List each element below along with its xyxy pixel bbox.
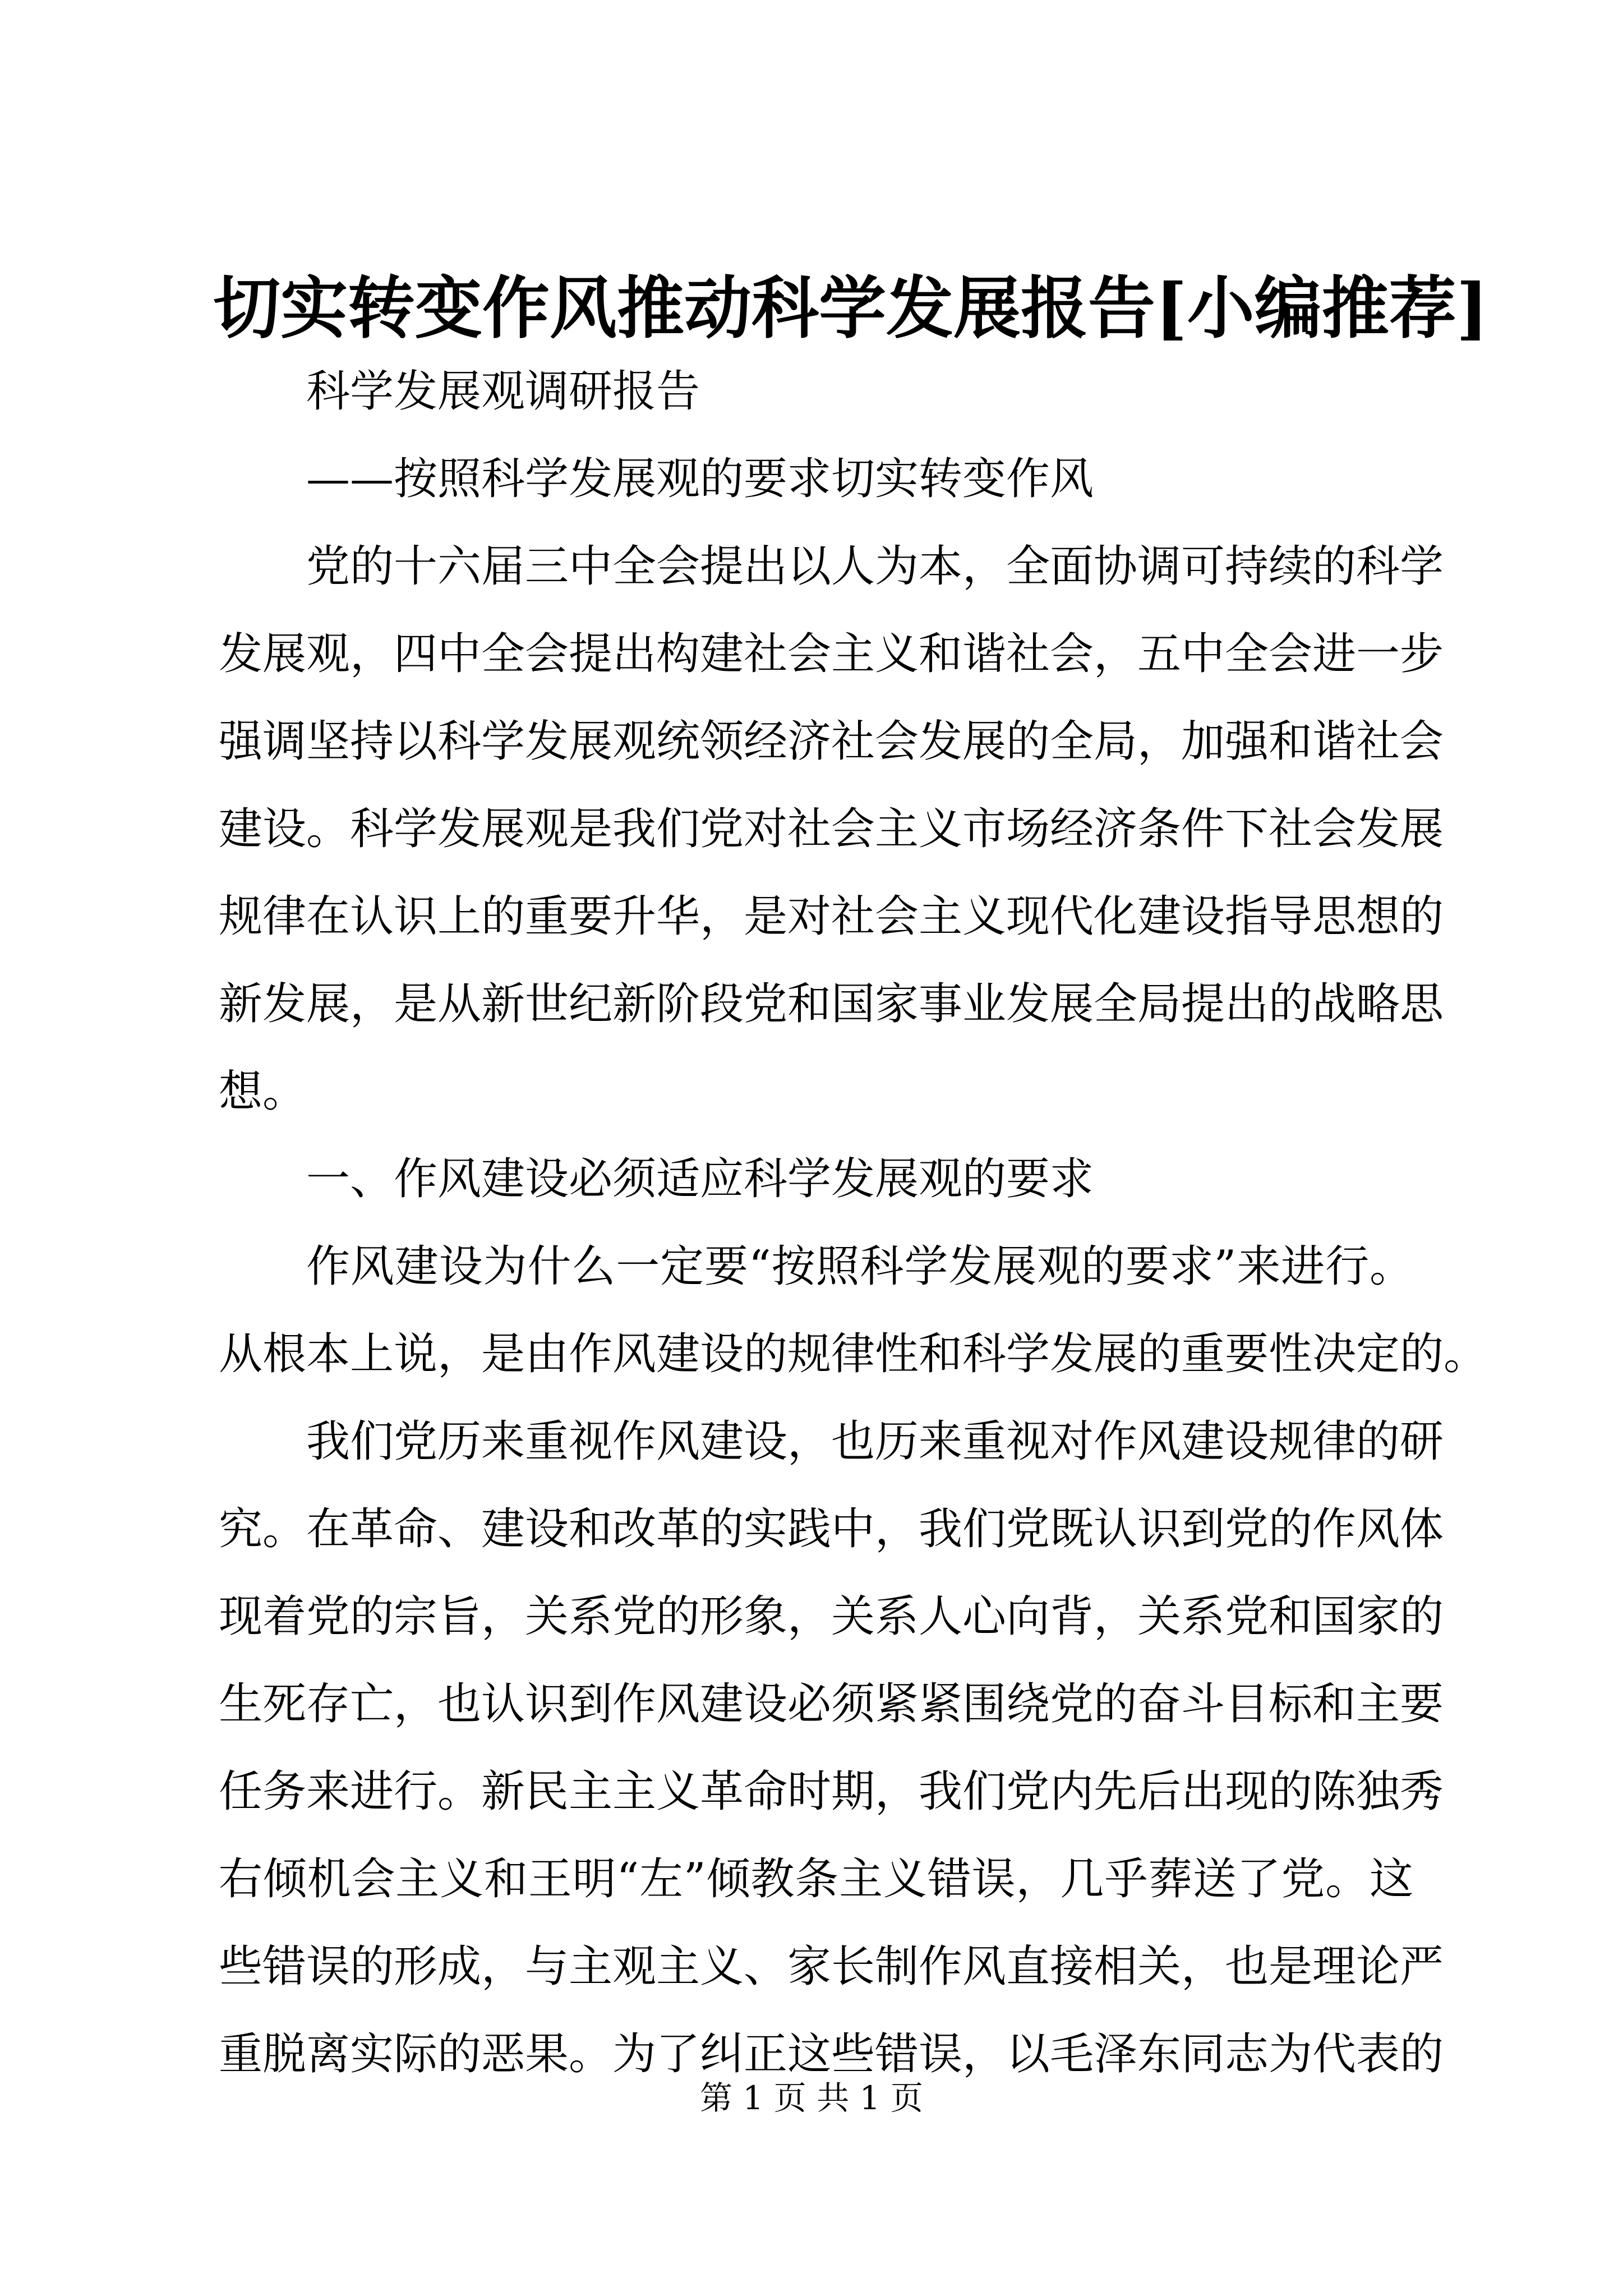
body-line: 科学发展观调研报告 — [306, 366, 700, 417]
body-line: 规律在认识上的重要升华，是对社会主义现代化建设指导思想的 — [219, 891, 1444, 942]
body-line: 强调坚持以科学发展观统领经济社会发展的全局，加强和谐社会 — [219, 716, 1444, 767]
body-line: 发展观，四中全会提出构建社会主义和谐社会，五中全会进一步 — [219, 629, 1444, 679]
page-footer: 第 1 页 共 1 页 — [700, 2079, 923, 2117]
body-line: 作风建设为什么一定要“按照科学发展观的要求”来进行。 — [306, 1241, 1413, 1292]
body-line: 现着党的宗旨，关系党的形象，关系人心向背，关系党和国家的 — [219, 1591, 1444, 1642]
body-line: 我们党历来重视作风建设，也历来重视对作风建设规律的研 — [306, 1416, 1444, 1467]
body-line: 重脱离实际的恶果。为了纠正这些错误，以毛泽东同志为代表的 — [219, 2029, 1444, 2079]
body-line: ——按照科学发展观的要求切实转变作风 — [306, 454, 1094, 504]
body-line: 些错误的形成，与主观主义、家长制作风直接相关，也是理论严 — [219, 1941, 1444, 1992]
document-title: 切实转变作风推动科学发展报告[小编推荐] — [213, 269, 1488, 348]
body-line: 新发展，是从新世纪新阶段党和国家事业发展全局提出的战略思 — [219, 979, 1444, 1029]
body-line: 想。 — [219, 1066, 307, 1117]
body-line: 党的十六届三中全会提出以人为本，全面协调可持续的科学 — [306, 541, 1444, 592]
body-line: 一、作风建设必须适应科学发展观的要求 — [306, 1154, 1094, 1204]
body-line: 建设。科学发展观是我们党对社会主义市场经济条件下社会发展 — [219, 804, 1444, 854]
document-body — [219, 348, 1488, 2098]
body-line: 从根本上说，是由作风建设的规律性和科学发展的重要性决定的。 — [219, 1329, 1488, 1379]
body-line: 右倾机会主义和王明“左”倾教条主义错误，几乎葬送了党。这 — [219, 1854, 1413, 1904]
body-line: 究。在革命、建设和改革的实践中，我们党既认识到党的作风体 — [219, 1504, 1444, 1554]
body-line: 任务来进行。新民主主义革命时期，我们党内先后出现的陈独秀 — [219, 1766, 1444, 1817]
body-line: 生死存亡，也认识到作风建设必须紧紧围绕党的奋斗目标和主要 — [219, 1679, 1444, 1729]
